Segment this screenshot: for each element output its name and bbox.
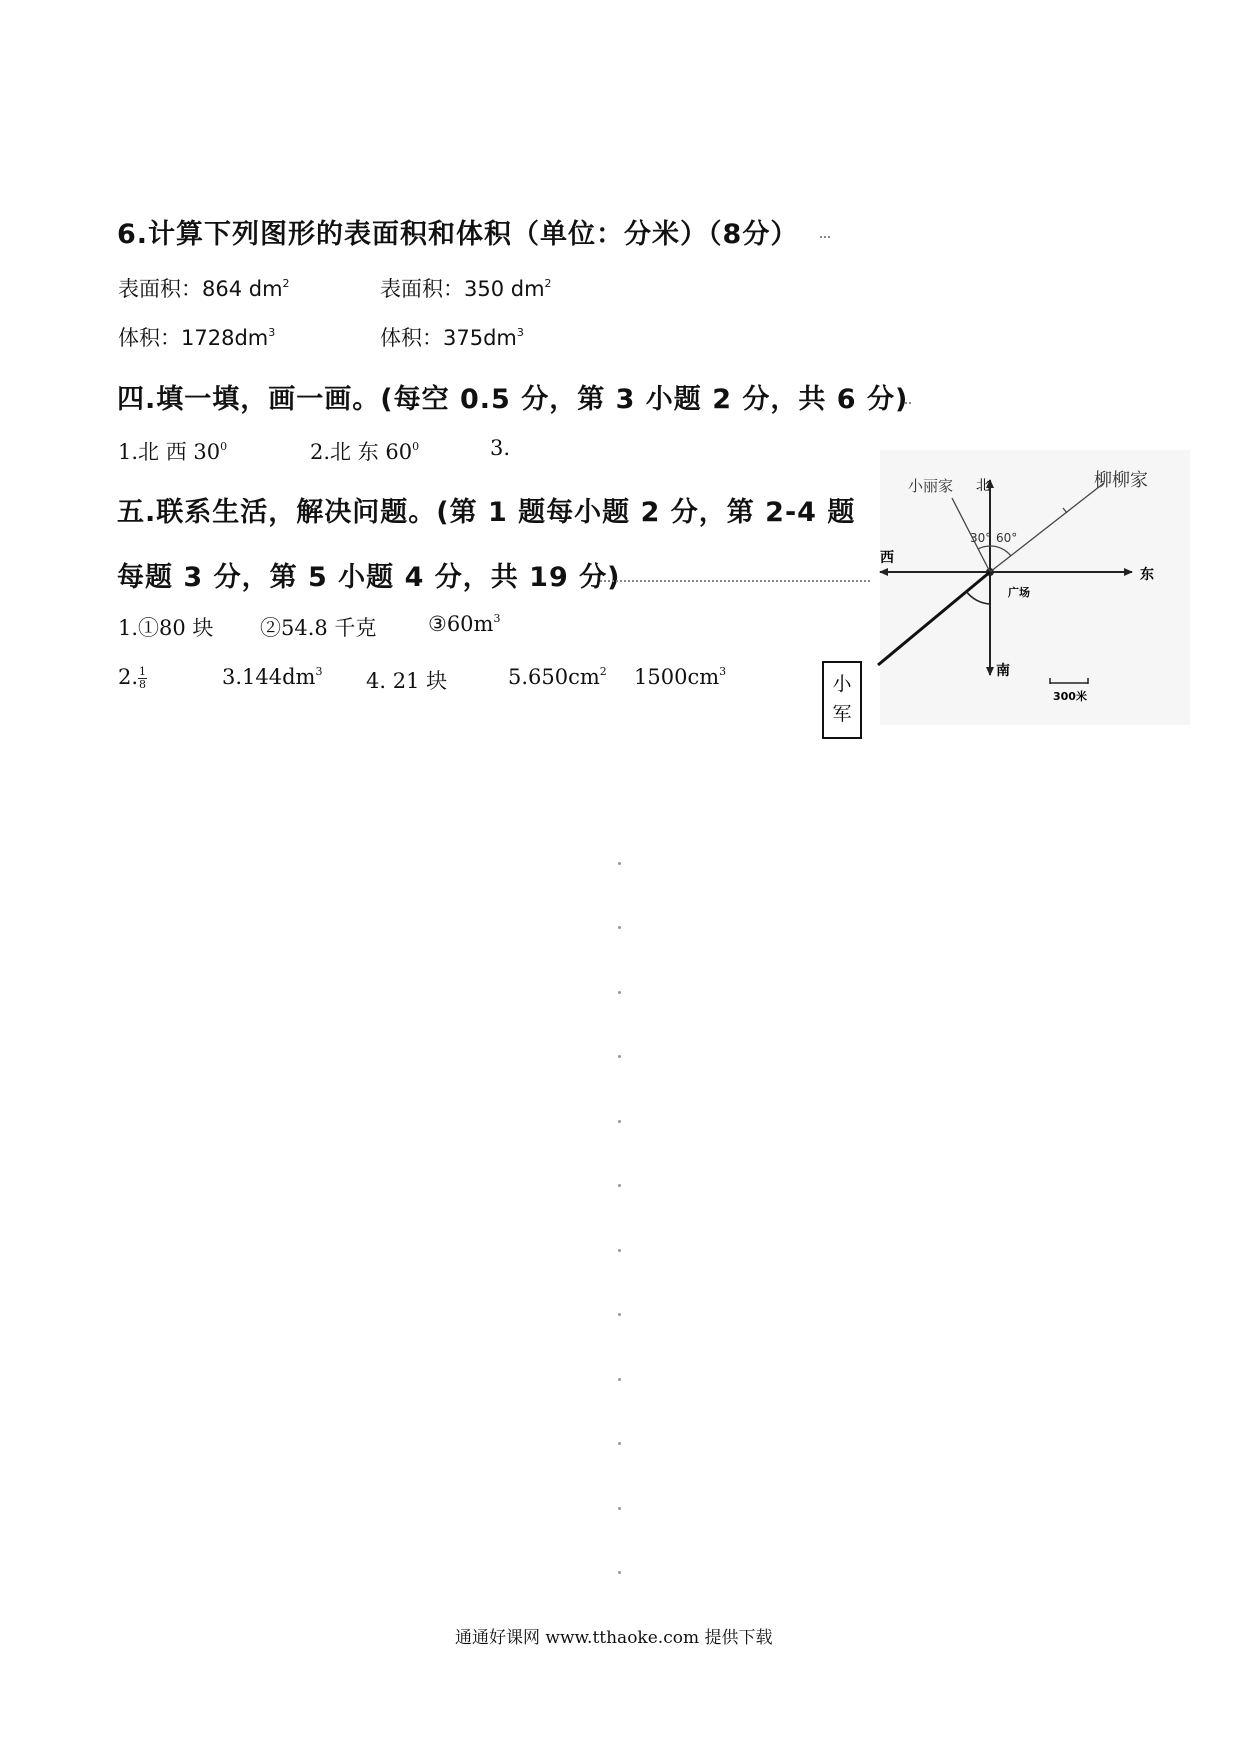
- angle-60-label: 60°: [996, 531, 1018, 545]
- s4-heading: 四.填一填，画一画。(每空 0.5 分，第 3 小题 2 分，共 6 分): [117, 384, 909, 415]
- center-label: 广场: [1008, 586, 1030, 599]
- north-label: 北: [976, 478, 990, 494]
- s5-heading-line-2: 每题 3 分，第 5 小题 4 分，共 19 分): [117, 562, 621, 593]
- s4-answer-1: 1.北 西 $30^0$: [118, 440, 228, 464]
- s4-answer-3: 3.: [490, 436, 511, 460]
- q6-area-2: 表面积：350 $dm^2$: [380, 277, 552, 301]
- q6-heading: 6.计算下列图形的表面积和体积（单位：分米）（8分）: [117, 219, 799, 250]
- direction-map: [820, 450, 1190, 740]
- q6-volume-1: 体积：$1728dm^3$: [118, 326, 276, 350]
- s4-answer-2: 2.北 东 $60^0$: [310, 440, 420, 464]
- s5-answer-1c: $③60m^3$: [428, 612, 501, 636]
- s5-answer-5b: $1500cm^3$: [634, 665, 727, 689]
- s5-heading-line-1: 五.联系生活，解决问题。(第 1 题每小题 2 分，第 2-4 题: [117, 497, 856, 528]
- s5-answer-5a: $5.650cm^2$: [508, 665, 607, 689]
- liuliu-label: 柳柳家: [1094, 470, 1148, 491]
- q6-volume-2: 体积：$375dm^3$: [380, 326, 524, 350]
- s5-answer-4: 4. 21 块: [366, 669, 448, 693]
- xiaojun-label-1: 小军: [832, 673, 852, 725]
- s4-heading-leader: [905, 402, 911, 404]
- xiaoli-label: 小丽家: [908, 477, 954, 495]
- south-label: 南: [996, 663, 1010, 679]
- q6-heading-leader: [820, 236, 830, 238]
- angle-30-label: 30°: [970, 531, 992, 545]
- s5-answer-1a: 1.①80 块: [118, 616, 214, 640]
- west-label: 西: [880, 550, 894, 566]
- s5-answer-1b: ②54.8 千克: [260, 616, 377, 640]
- east-label: 东: [1140, 567, 1154, 583]
- fraction-one-eighth: $\frac{1}{8}$: [139, 665, 147, 691]
- scale-label: 300米: [1053, 690, 1087, 703]
- s5-answer-2: 2. $\frac{1}{8}$: [118, 665, 147, 691]
- q6-area-1: 表面积：864 $dm^2$: [118, 277, 290, 301]
- footer-text: 通通好课网 www.tthaoke.com 提供下载: [455, 1628, 773, 1648]
- s5-answer-3: $3.144dm^3$: [222, 665, 323, 689]
